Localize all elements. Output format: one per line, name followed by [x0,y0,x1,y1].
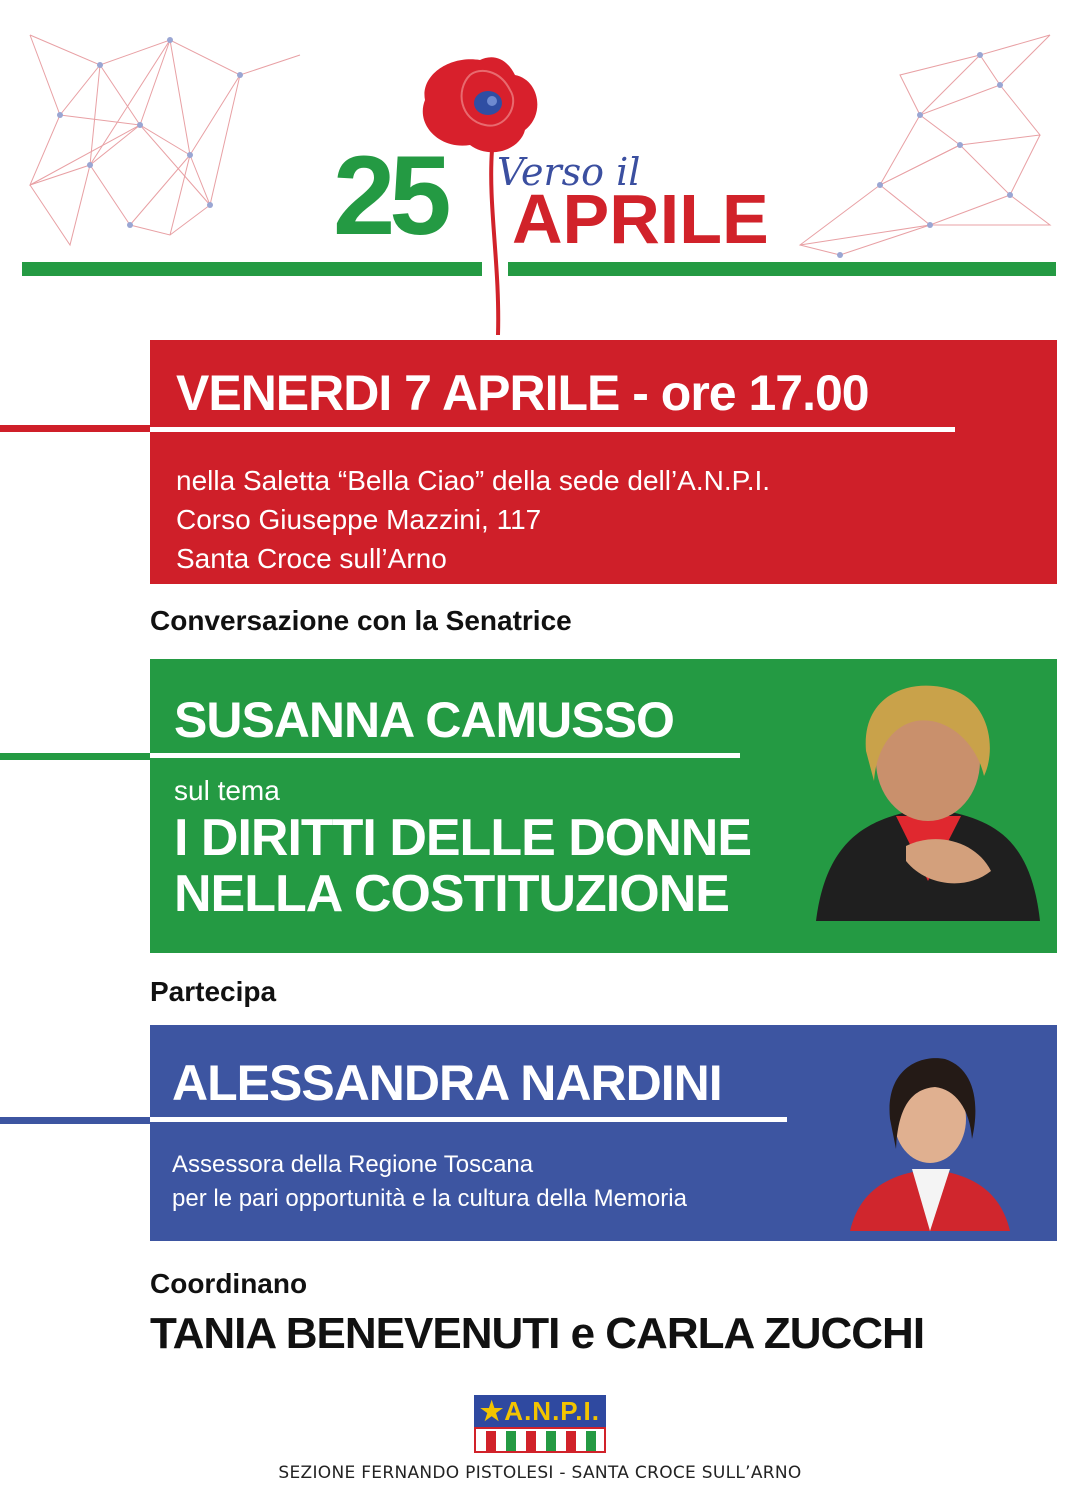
participant-label: Partecipa [150,976,277,1007]
logo-verso-il: Verso il [497,150,641,194]
anpi-logo [474,1395,606,1453]
coordinators-names: TANIA BENEVENUTI e CARLA ZUCCHI [150,1309,925,1358]
speaker-panel [150,659,1057,953]
header-banner [0,0,1080,340]
blue-side-line [0,1117,150,1124]
red-side-line [0,425,150,432]
speaker-photo [816,681,1040,921]
green-side-line [0,753,150,760]
participant-photo [850,1049,1010,1231]
speaker-name: SUSANNA CAMUSSO [174,692,674,748]
theme-line-2: NELLA COSTITUZIONE [174,865,729,923]
participant-name: ALESSANDRA NARDINI [172,1055,722,1111]
left-network-decoration [20,25,320,265]
event-date-time: VENERDI 7 APRILE - ore 17.00 [176,365,869,421]
anpi-logo-text: ★A.N.P.I. [474,1395,606,1427]
header-green-line-right [508,262,1056,276]
intro-label: Conversazione con la Senatrice [150,605,572,636]
logo-number-25: 25 [333,133,446,258]
theme-prefix: sul tema [174,775,280,806]
logo-aprile: APRILE [512,180,769,258]
venue-line-2: Corso Giuseppe Mazzini, 117 [176,504,542,535]
speaker-name-underline [150,753,740,758]
right-network-decoration [780,25,1060,265]
footer-section-name: SEZIONE FERNANDO PISTOLESI - SANTA CROCE SULL’ARNO [278,1463,802,1483]
event-title-underline [150,427,955,432]
anpi-logo-flag-stripes [474,1427,606,1453]
participant-role-line-1: Assessora della Regione Toscana [172,1151,534,1178]
venue-line-3: Santa Croce sull’Arno [176,543,447,574]
event-info-panel [150,340,1057,584]
coordinators-label: Coordinano [150,1268,308,1299]
venue-line-1: nella Saletta “Bella Ciao” della sede dell’A.N.P.I. [176,465,771,496]
participant-panel [150,1025,1057,1241]
theme-line-1: I DIRITTI DELLE DONNE [174,809,751,867]
participant-role-line-2: per le pari opportunità e la cultura della Memoria [172,1185,687,1212]
participant-name-underline [150,1117,787,1122]
